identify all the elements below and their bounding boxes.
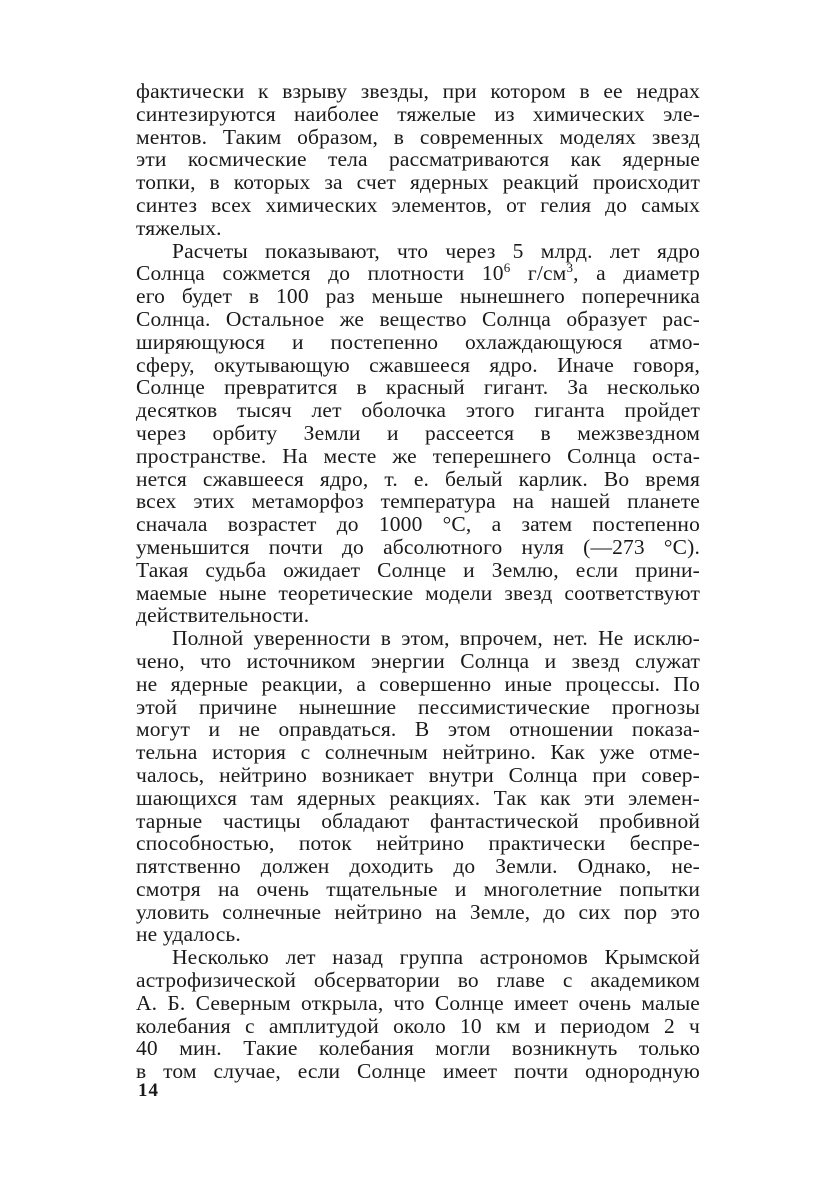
text-line: способностью, поток нейтрино практически беспре- — [136, 831, 700, 856]
text-line: синтез всех химических элементов, от гелия до самых — [136, 192, 700, 217]
text-line: Такая судьба ожидает Солнце и Землю, если прини- — [136, 557, 700, 582]
text-line: Солнца. Остальное же вещество Солнца образует рас- — [136, 306, 700, 331]
text-line: уменьшится почти до абсолютного нуля (—273 °С). — [136, 534, 700, 559]
text-line: этой причине нынешние пессимистические прогнозы — [136, 694, 700, 719]
text-line — [136, 262, 700, 285]
text-segment: Солнца сожмется до плотности 10 — [136, 261, 504, 286]
text-line: Солнце превратится в красный гигант. За несколько — [136, 375, 700, 400]
text-line: его будет в 100 раз меньше нынешнего поперечника — [136, 284, 700, 309]
paragraph — [136, 80, 700, 240]
text-line: шающихся там ядерных реакциях. Так как эти элемен- — [136, 785, 700, 810]
text-line: ширяющуюся и постепенно охлаждающуюся атмо- — [136, 329, 700, 354]
text-line: сначала возрастет до 1000 °С, а затем постепенно — [136, 512, 700, 537]
paragraph — [136, 240, 700, 628]
superscript: 6 — [503, 260, 511, 276]
text-line: пространстве. На месте же теперешнего Солнца оста- — [136, 443, 700, 468]
text-line: Полной уверенности в этом, впрочем, нет. Не исклю- — [172, 626, 700, 651]
paragraph — [136, 946, 700, 1083]
text-line: сферу, окутывающую сжавшееся ядро. Иначе говоря, — [136, 352, 700, 377]
text-line: могут и не оправдаться. В этом отношении показа- — [136, 717, 700, 742]
text-line: маемые ныне теоретические модели звезд соответствуют — [136, 580, 700, 605]
text-line: уловить солнечные нейтрино на Земле, до сих пор это — [136, 899, 700, 924]
text-line: чалось, нейтрино возникает внутри Солнца при совер- — [136, 762, 700, 787]
text-line: астрофизической обсерватории во главе с академиком — [136, 968, 700, 993]
text-line: не ядерные реакции, а совершенно иные процессы. По — [136, 671, 700, 696]
text-line: колебания с амплитудой около 10 км и периодом 2 ч — [136, 1013, 700, 1038]
text-line: нется сжавшееся ядро, т. е. белый карлик. Во время — [136, 466, 700, 491]
paragraph — [136, 627, 700, 946]
text-line: тельна история с солнечным нейтрино. Как уже отме- — [136, 740, 700, 765]
text-line: топки, в которых за счет ядерных реакций происходит — [136, 170, 700, 195]
text-line: тяжелых. — [136, 215, 222, 240]
text-line: пятственно должен доходить до Земли. Однако, не- — [136, 854, 700, 879]
text-line: тарные частицы обладают фантастической пробивной — [136, 808, 700, 833]
text-line: ментов. Таким образом, в современных моделях звезд — [136, 124, 700, 149]
text-line: А. Б. Северным открыла, что Солнце имеет очень малые — [136, 990, 700, 1015]
text-line: синтезируются наиболее тяжелые из химических эле- — [136, 101, 700, 126]
page-number: 14 — [138, 1080, 159, 1101]
text-line: Расчеты показывают, что через 5 млрд. лет ядро — [172, 238, 700, 263]
text-line: 40 мин. Такие колебания могли возникнуть только — [136, 1036, 700, 1061]
page-text — [136, 80, 700, 1083]
text-line: чено, что источником энергии Солнца и звезд служат — [136, 648, 700, 673]
text-line: десятков тысяч лет оболочка этого гиганта пройдет — [136, 398, 700, 423]
superscript: 3 — [566, 260, 574, 276]
text-line: смотря на очень тщательные и многолетние попытки — [136, 876, 700, 901]
text-line: эти космические тела рассматриваются как ядерные — [136, 147, 700, 172]
text-line: фактически к взрыву звезды, при котором в ее недрах — [136, 79, 700, 103]
text-line: Несколько лет назад группа астрономов Крымской — [172, 945, 700, 970]
text-line: в том случае, если Солнце имеет почти однородную — [136, 1059, 700, 1084]
text-line: всех этих метаморфоз температура на нашей планете — [136, 489, 700, 514]
text-line: действительности. — [136, 603, 310, 628]
text-line: не удалось. — [136, 922, 241, 947]
text-segment: , а диаметр — [573, 261, 700, 286]
text-line: через орбиту Земли и рассеется в межзвездном — [136, 420, 700, 445]
text-segment: г/см — [510, 261, 567, 286]
